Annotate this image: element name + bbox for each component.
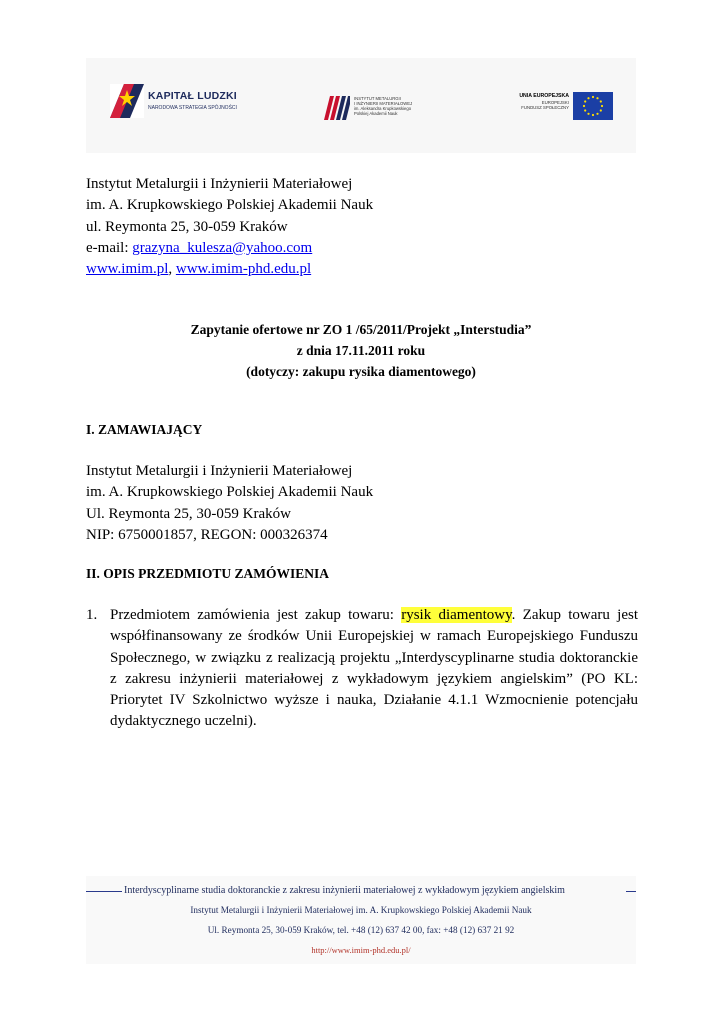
website-link-imim[interactable]: www.imim.pl <box>86 261 169 278</box>
item-text-before: Przedmiotem zamówienia jest zakup towaru: <box>110 607 402 623</box>
party-line: im. A. Krupkowskiego Polskiej Akademii Nauk <box>86 484 374 501</box>
heading-line: Zapytanie ofertowe nr ZO 1 /65/2011/Projekt „Interstudia” <box>190 322 532 337</box>
ue-text <box>519 94 569 111</box>
institute-address-block <box>86 174 373 280</box>
highlighted-text: rysik diamentowy <box>401 607 512 623</box>
page-footer <box>86 876 636 964</box>
header-banner <box>86 58 636 153</box>
address-line: im. A. Krupkowskiego Polskiej Akademii Nauk <box>86 197 374 214</box>
ue-line: FUNDUSZ SPOŁECZNY <box>521 105 569 110</box>
heading-line: (dotyczy: zakupu rysika diamentowego) <box>246 364 476 379</box>
imim-line: INSTYTUT METALURGII <box>354 96 401 101</box>
imim-line: Polskiej Akademii Nauk <box>354 111 398 116</box>
imim-mark-icon <box>324 96 350 120</box>
footer-rule-left <box>86 891 122 892</box>
website-line <box>86 259 373 280</box>
section-title-zamawiajacy: I. ZAMAWIAJĄCY <box>86 422 203 437</box>
email-label: e-mail: <box>86 239 133 256</box>
imim-line: im. Aleksandra Krupkowskiego <box>354 106 412 111</box>
kapital-ludzki-mark-icon <box>110 84 144 118</box>
heading-line: z dnia 17.11.2011 roku <box>296 343 426 358</box>
contracting-party-block <box>86 461 373 546</box>
imim-text <box>354 96 412 116</box>
list-item-number: 1. <box>86 607 98 623</box>
address-line: Instytut Metalurgii i Inżynierii Materiałowej <box>86 176 353 192</box>
footer-institute-line: Instytut Metalurgii i Inżynierii Materiałowej im. A. Krupkowskiego Polskiej Akademii Nauk <box>190 905 532 915</box>
footer-project-line: Interdyscyplinarne studia doktoranckie z zakresu inżynierii materiałowej z wykładowym językiem angielskim <box>124 885 565 896</box>
address-line: ul. Reymonta 25, 30-059 Kraków <box>86 218 288 235</box>
footer-contact-line: Ul. Reymonta 25, 30-059 Kraków, tel. +48 (12) 637 42 00, fax: +48 (12) 637 21 92 <box>207 925 515 935</box>
ue-line: EUROPEJSKI <box>541 99 569 105</box>
imim-logo <box>324 94 424 124</box>
imim-line: I INŻYNIERII MATERIAŁOWEJ <box>354 101 413 106</box>
party-line: NIP: 6750001857, REGON: 000326374 <box>86 526 328 543</box>
website-link-imim-phd[interactable]: www.imim-phd.edu.pl <box>175 261 312 278</box>
kapital-ludzki-logo <box>110 82 240 122</box>
website-separator: , <box>168 261 176 278</box>
party-line: Instytut Metalurgii i Inżynierii Materiałowej <box>86 463 353 479</box>
document-heading <box>86 319 636 382</box>
footer-rule-right <box>626 891 636 892</box>
email-link[interactable]: grazyna_kulesza@yahoo.com <box>132 239 313 256</box>
party-line: Ul. Reymonta 25, 30-059 Kraków <box>86 505 291 522</box>
list-item-text <box>110 605 638 733</box>
section-title-opis: II. OPIS PRZEDMIOTU ZAMÓWIENIA <box>86 566 330 581</box>
list-item <box>86 605 638 733</box>
ue-efs-logo <box>508 92 613 124</box>
eu-flag-icon <box>573 92 613 120</box>
kapital-ludzki-title: KAPITAŁ LUDZKI <box>148 90 237 102</box>
ue-title: UNIA EUROPEJSKA <box>519 93 569 99</box>
kapital-ludzki-subtitle: NARODOWA STRATEGIA SPÓJNOŚCI <box>148 105 237 111</box>
footer-url[interactable]: http://www.imim-phd.edu.pl/ <box>311 945 411 955</box>
item-text-after: . Zakup towaru jest współfinansowany ze środków Unii Europejskiej w ramach Europejskiego Funduszu Społecznego, w związku z realizacją projektu „Interdyscyplinarne studia doktoranckie z zakresu inżynierii materiałowej z wykładowym językiem angielskim” (PO KL: Priorytet IV Szkolnictwo wyższe i nauka, Działanie 4.1.1 Wzmocnienie potencjału dydaktycznego uczelni). <box>110 607 638 730</box>
email-line <box>86 238 373 259</box>
